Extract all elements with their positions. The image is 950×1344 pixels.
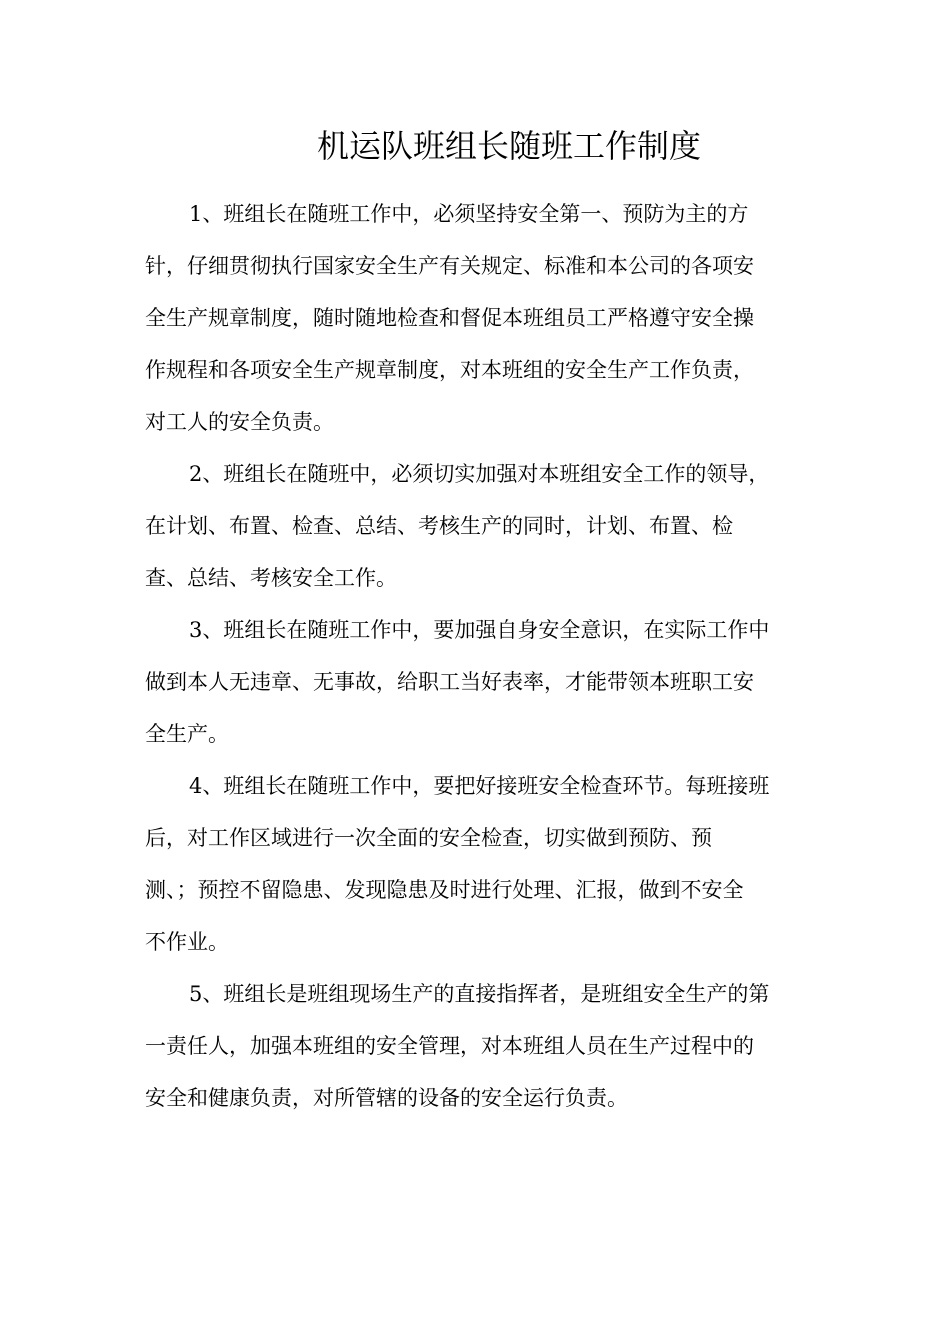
text-line: 2、班组长在随班中，必须切实加强对本班组安全工作的领导， (189, 462, 770, 486)
paragraph-4 (145, 760, 805, 968)
document-title: 机运队班组长随班工作制度 (316, 127, 701, 165)
text-line: 做到本人无违章、无事故，给职工当好表率，才能带领本班职工安 (145, 670, 754, 694)
text-line: 5、班组长是班组现场生产的直接指挥者，是班组安全生产的第 (189, 982, 770, 1006)
text-line: 全生产。 (145, 722, 229, 746)
text-line: 全生产规章制度，随时随地检查和督促本班组员工严格遵守安全操 (145, 306, 754, 330)
paragraph-2 (145, 448, 805, 604)
text-line: 在计划、布置、检查、总结、考核生产的同时，计划、布置、检 (145, 514, 733, 538)
text-line: 4、班组长在随班工作中，要把好接班安全检查环节。每班接班 (189, 774, 770, 798)
text-line: 后，对工作区域进行一次全面的安全检查，切实做到预防、预 (145, 826, 712, 850)
text-line: 作规程和各项安全生产规章制度，对本班组的安全生产工作负责， (145, 358, 754, 382)
text-line: 不作业。 (145, 930, 229, 954)
text-line: 安全和健康负责，对所管辖的设备的安全运行负责。 (145, 1086, 628, 1110)
paragraph-1 (145, 188, 805, 448)
document-body (145, 188, 805, 1124)
text-line: 3、班组长在随班工作中，要加强自身安全意识，在实际工作中 (189, 618, 770, 642)
paragraph-5 (145, 968, 805, 1124)
text-line: 1、班组长在随班工作中，必须坚持安全第一、预防为主的方 (189, 202, 749, 226)
text-line: 对工人的安全负责。 (145, 410, 334, 434)
text-line: 一责任人，加强本班组的安全管理，对本班组人员在生产过程中的 (145, 1034, 754, 1058)
paragraph-3 (145, 604, 805, 760)
text-line: 针，仔细贯彻执行国家安全生产有关规定、标准和本公司的各项安 (145, 254, 754, 278)
text-line: 查、总结、考核安全工作。 (145, 566, 397, 590)
text-line: 测、；预控不留隐患、发现隐患及时进行处理、汇报，做到不安全 (145, 878, 744, 902)
